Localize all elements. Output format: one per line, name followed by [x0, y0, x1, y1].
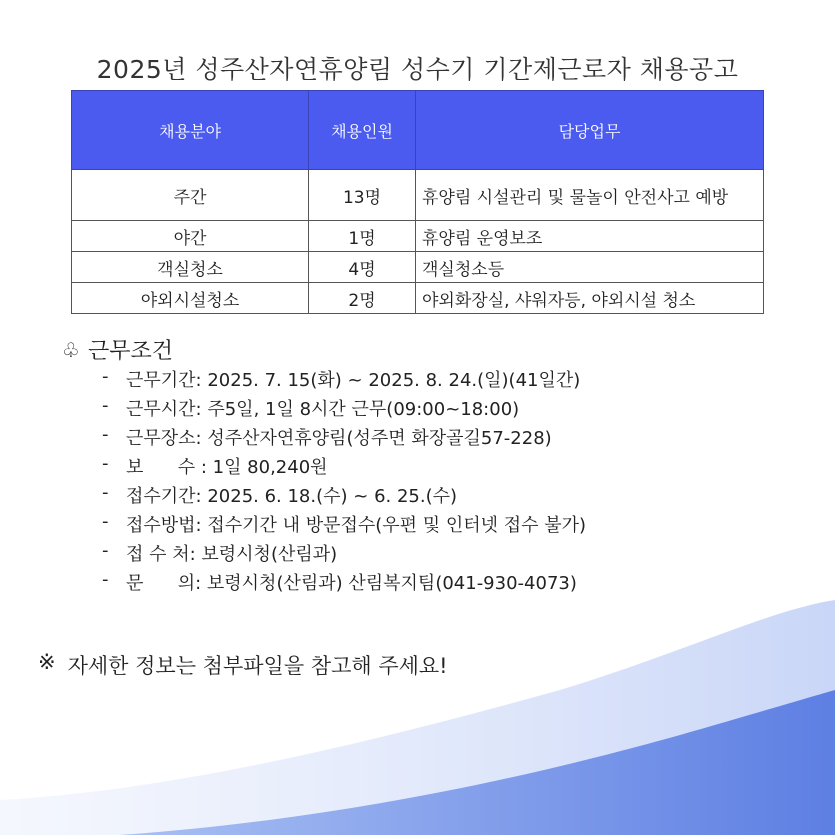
note-text: 자세한 정보는 첨부파일을 참고해 주세요!: [67, 654, 448, 678]
cell-field: 객실청소: [72, 252, 309, 283]
cell-count: 1명: [309, 221, 416, 252]
table-header-row: [72, 91, 764, 170]
club-icon: ♧: [62, 337, 80, 362]
list-item: - 근무시간: 주5일, 1일 8시간 근무(09:00~18:00): [102, 395, 586, 424]
header-count: 채용인원: [309, 91, 416, 170]
cell-count: 4명: [309, 252, 416, 283]
cell-field: 주간: [72, 170, 309, 221]
cell-duty: 휴양림 운영보조: [416, 221, 764, 252]
condition-text: 근무시간: 주5일, 1일 8시간 근무(09:00~18:00): [126, 399, 520, 420]
conditions-list: [102, 366, 586, 598]
list-item: - 접 수 처: 보령시청(산림과): [102, 540, 586, 569]
cell-field: 야간: [72, 221, 309, 252]
reference-mark-icon: ※: [38, 650, 56, 674]
conditions-heading-text: 근무조건: [87, 339, 173, 364]
list-item: - 접수방법: 접수기간 내 방문접수(우편 및 인터넷 접수 불가): [102, 511, 586, 540]
recruitment-table: [71, 90, 764, 314]
list-item: - 근무장소: 성주산자연휴양림(성주면 화장골길57-228): [102, 424, 586, 453]
list-item: - 근무기간: 2025. 7. 15(화) ~ 2025. 8. 24.(일)(41일간): [102, 366, 586, 395]
condition-text: 근무기간: 2025. 7. 15(화) ~ 2025. 8. 24.(일)(41일간): [126, 370, 581, 391]
list-item: - 접수기간: 2025. 6. 18.(수) ~ 6. 25.(수): [102, 482, 586, 511]
cell-count: 13명: [309, 170, 416, 221]
condition-text: 접 수 처: 보령시청(산림과): [126, 544, 338, 565]
page-title: 2025년 성주산자연휴양림 성수기 기간제근로자 채용공고: [96, 55, 739, 84]
header-duty: 담당업무: [416, 91, 764, 170]
conditions-heading: [62, 334, 173, 365]
attachment-note: [38, 650, 448, 680]
table-row: [72, 170, 764, 221]
list-item: - 보 수 : 1일 80,240원: [102, 453, 586, 482]
table-row: [72, 252, 764, 283]
condition-text: 접수방법: 접수기간 내 방문접수(우편 및 인터넷 접수 불가): [126, 515, 587, 536]
list-item: - 문 의: 보령시청(산림과) 산림복지팀(041-930-4073): [102, 569, 586, 598]
cell-duty: 휴양림 시설관리 및 물놀이 안전사고 예방: [416, 170, 764, 221]
cell-count: 2명: [309, 283, 416, 314]
condition-text: 접수기간: 2025. 6. 18.(수) ~ 6. 25.(수): [126, 486, 458, 507]
header-field: 채용분야: [72, 91, 309, 170]
cell-duty: 객실청소등: [416, 252, 764, 283]
condition-text: 보 수 : 1일 80,240원: [126, 457, 328, 478]
table-row: [72, 221, 764, 252]
condition-text: 근무장소: 성주산자연휴양림(성주면 화장골길57-228): [126, 428, 552, 449]
cell-field: 야외시설청소: [72, 283, 309, 314]
table-row: [72, 283, 764, 314]
condition-text: 문 의: 보령시청(산림과) 산림복지팀(041-930-4073): [126, 573, 577, 594]
cell-duty: 야외화장실, 샤워자등, 야외시설 청소: [416, 283, 764, 314]
